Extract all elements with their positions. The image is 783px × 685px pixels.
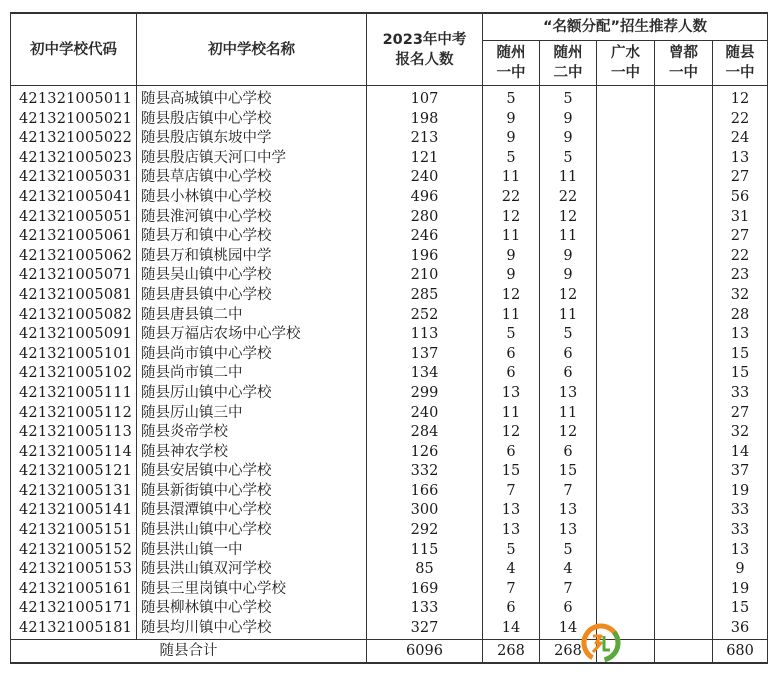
quota-suizhou-1: 22 xyxy=(483,188,540,208)
quota-guangshui-1 xyxy=(597,149,655,169)
school-name: 随县万和镇桃园中学 xyxy=(137,247,367,267)
quota-suizhou-2: 9 xyxy=(540,247,597,267)
quota-suizhou-1: 11 xyxy=(483,306,540,326)
quota-guangshui-1 xyxy=(597,188,655,208)
school-name: 随县均川镇中心学校 xyxy=(137,619,367,639)
school-code: 421321005082 xyxy=(11,306,137,326)
school-code: 421321005101 xyxy=(11,345,137,365)
quota-zengdu-1 xyxy=(655,560,713,580)
table-row xyxy=(11,168,768,188)
quota-zengdu-1 xyxy=(655,482,713,502)
school-code: 421321005131 xyxy=(11,482,137,502)
applicant-count: 284 xyxy=(367,423,483,443)
applicant-count: 126 xyxy=(367,443,483,463)
school-name: 随县殷店镇中心学校 xyxy=(137,110,367,130)
school-code: 421321005102 xyxy=(11,364,137,384)
school-code: 421321005023 xyxy=(11,149,137,169)
school-code: 421321005031 xyxy=(11,168,137,188)
quota-suizhou-2: 4 xyxy=(540,560,597,580)
quota-suizhou-2: 22 xyxy=(540,188,597,208)
applicant-count: 327 xyxy=(367,619,483,639)
quota-suizhou-2: 6 xyxy=(540,443,597,463)
header-applicants xyxy=(367,13,483,86)
quota-suizhou-1: 5 xyxy=(483,149,540,169)
quota-suixian-1: 27 xyxy=(713,404,768,424)
quota-suizhou-1: 12 xyxy=(483,423,540,443)
quota-suizhou-1: 13 xyxy=(483,384,540,404)
watermark-logo-icon xyxy=(580,622,622,664)
header-applicants-text: 2023年中考报名人数 xyxy=(382,31,467,68)
school-code: 421321005061 xyxy=(11,227,137,247)
school-code: 421321005062 xyxy=(11,247,137,267)
quota-suixian-1: 13 xyxy=(713,325,768,345)
table-row xyxy=(11,149,768,169)
quota-suizhou-1: 11 xyxy=(483,404,540,424)
header-sub-text: 随县一中 xyxy=(725,45,755,81)
table-row xyxy=(11,247,768,267)
quota-zengdu-1 xyxy=(655,168,713,188)
school-name: 随县高城镇中心学校 xyxy=(137,86,367,110)
quota-suixian-1: 9 xyxy=(713,560,768,580)
quota-suixian-1: 33 xyxy=(713,501,768,521)
quota-guangshui-1 xyxy=(597,110,655,130)
quota-suizhou-1: 5 xyxy=(483,325,540,345)
quota-suizhou-2: 9 xyxy=(540,266,597,286)
school-name: 随县神农学校 xyxy=(137,443,367,463)
quota-zengdu-1 xyxy=(655,501,713,521)
table-row xyxy=(11,306,768,326)
school-code: 421321005152 xyxy=(11,541,137,561)
quota-zengdu-1 xyxy=(655,129,713,149)
quota-guangshui-1 xyxy=(597,599,655,619)
quota-zengdu-1 xyxy=(655,521,713,541)
total-zengdu-1 xyxy=(655,639,713,663)
applicant-count: 107 xyxy=(367,86,483,110)
header-quota-group: “名额分配”招生推荐人数 xyxy=(483,13,768,41)
school-name: 随县小林镇中心学校 xyxy=(137,188,367,208)
quota-zengdu-1 xyxy=(655,188,713,208)
quota-suixian-1: 15 xyxy=(713,345,768,365)
school-code: 421321005161 xyxy=(11,580,137,600)
quota-guangshui-1 xyxy=(597,286,655,306)
school-name: 随县洪山镇一中 xyxy=(137,541,367,561)
header-sub-suizhou-2 xyxy=(540,41,597,86)
quota-zengdu-1 xyxy=(655,404,713,424)
header-sub-text: 广水一中 xyxy=(611,45,640,81)
quota-suixian-1: 31 xyxy=(713,208,768,228)
table-row xyxy=(11,86,768,110)
school-code: 421321005081 xyxy=(11,286,137,306)
table-row xyxy=(11,208,768,228)
recommendation-table-container xyxy=(10,12,767,664)
quota-guangshui-1 xyxy=(597,443,655,463)
applicant-count: 113 xyxy=(367,325,483,345)
school-code: 421321005022 xyxy=(11,129,137,149)
school-code: 421321005121 xyxy=(11,462,137,482)
header-school-code: 初中学校代码 xyxy=(11,13,137,86)
quota-guangshui-1 xyxy=(597,129,655,149)
quota-zengdu-1 xyxy=(655,384,713,404)
quota-suizhou-1: 6 xyxy=(483,345,540,365)
table-row xyxy=(11,188,768,208)
school-name: 随县尚市镇二中 xyxy=(137,364,367,384)
quota-suizhou-1: 15 xyxy=(483,462,540,482)
quota-zengdu-1 xyxy=(655,306,713,326)
quota-zengdu-1 xyxy=(655,443,713,463)
quota-suizhou-1: 11 xyxy=(483,168,540,188)
header-sub-text: 随州一中 xyxy=(496,45,526,81)
quota-guangshui-1 xyxy=(597,364,655,384)
quota-guangshui-1 xyxy=(597,384,655,404)
school-name: 随县殷店镇天河口中学 xyxy=(137,149,367,169)
quota-guangshui-1 xyxy=(597,423,655,443)
total-label: 随县合计 xyxy=(11,639,367,663)
school-code: 421321005112 xyxy=(11,404,137,424)
quota-guangshui-1 xyxy=(597,227,655,247)
table-row xyxy=(11,129,768,149)
applicant-count: 121 xyxy=(367,149,483,169)
quota-suizhou-1: 9 xyxy=(483,110,540,130)
school-code: 421321005151 xyxy=(11,521,137,541)
quota-suixian-1: 36 xyxy=(713,619,768,639)
applicant-count: 246 xyxy=(367,227,483,247)
school-code: 421321005051 xyxy=(11,208,137,228)
applicant-count: 496 xyxy=(367,188,483,208)
header-school-name: 初中学校名称 xyxy=(137,13,367,86)
quota-suizhou-2: 13 xyxy=(540,501,597,521)
school-code: 421321005071 xyxy=(11,266,137,286)
header-sub-text: 曾都一中 xyxy=(669,45,698,81)
quota-zengdu-1 xyxy=(655,227,713,247)
table-header xyxy=(11,13,768,86)
quota-suizhou-2: 11 xyxy=(540,227,597,247)
table-row xyxy=(11,560,768,580)
quota-suizhou-2: 11 xyxy=(540,168,597,188)
quota-suizhou-2: 12 xyxy=(540,208,597,228)
applicant-count: 285 xyxy=(367,286,483,306)
quota-suizhou-2: 9 xyxy=(540,110,597,130)
quota-suizhou-1: 9 xyxy=(483,247,540,267)
school-code: 421321005021 xyxy=(11,110,137,130)
school-name: 随县殷店镇东坡中学 xyxy=(137,129,367,149)
applicant-count: 240 xyxy=(367,168,483,188)
table-row xyxy=(11,266,768,286)
quota-zengdu-1 xyxy=(655,149,713,169)
applicant-count: 169 xyxy=(367,580,483,600)
table-footer xyxy=(11,639,768,663)
quota-suizhou-2: 5 xyxy=(540,86,597,110)
applicant-count: 133 xyxy=(367,599,483,619)
table-row xyxy=(11,482,768,502)
table-row xyxy=(11,345,768,365)
table-row xyxy=(11,364,768,384)
applicant-count: 280 xyxy=(367,208,483,228)
quota-suizhou-2: 13 xyxy=(540,521,597,541)
school-code: 421321005111 xyxy=(11,384,137,404)
applicant-count: 115 xyxy=(367,541,483,561)
quota-suixian-1: 23 xyxy=(713,266,768,286)
quota-guangshui-1 xyxy=(597,541,655,561)
school-code: 421321005113 xyxy=(11,423,137,443)
total-suizhou-2: 268 xyxy=(540,639,597,663)
quota-suizhou-1: 6 xyxy=(483,443,540,463)
quota-suixian-1: 28 xyxy=(713,306,768,326)
header-sub-zengdu-1 xyxy=(655,41,713,86)
school-code: 421321005011 xyxy=(11,86,137,110)
quota-suixian-1: 22 xyxy=(713,247,768,267)
quota-suizhou-1: 13 xyxy=(483,521,540,541)
total-count: 6096 xyxy=(367,639,483,663)
school-name: 随县澴潭镇中心学校 xyxy=(137,501,367,521)
quota-suixian-1: 27 xyxy=(713,168,768,188)
quota-suixian-1: 32 xyxy=(713,423,768,443)
quota-guangshui-1 xyxy=(597,306,655,326)
quota-suizhou-1: 5 xyxy=(483,541,540,561)
quota-suizhou-1: 7 xyxy=(483,482,540,502)
school-code: 421321005153 xyxy=(11,560,137,580)
quota-suizhou-2: 5 xyxy=(540,325,597,345)
quota-suixian-1: 22 xyxy=(713,110,768,130)
header-sub-guangshui-1 xyxy=(597,41,655,86)
quota-guangshui-1 xyxy=(597,266,655,286)
quota-zengdu-1 xyxy=(655,208,713,228)
quota-guangshui-1 xyxy=(597,345,655,365)
applicant-count: 300 xyxy=(367,501,483,521)
quota-suizhou-1: 7 xyxy=(483,580,540,600)
quota-guangshui-1 xyxy=(597,482,655,502)
applicant-count: 299 xyxy=(367,384,483,404)
table-row xyxy=(11,423,768,443)
school-code: 421321005041 xyxy=(11,188,137,208)
table-row xyxy=(11,227,768,247)
applicant-count: 292 xyxy=(367,521,483,541)
quota-guangshui-1 xyxy=(597,404,655,424)
header-sub-text: 随州二中 xyxy=(553,45,583,81)
quota-guangshui-1 xyxy=(597,560,655,580)
quota-suixian-1: 33 xyxy=(713,521,768,541)
applicant-count: 252 xyxy=(367,306,483,326)
quota-zengdu-1 xyxy=(655,110,713,130)
quota-guangshui-1 xyxy=(597,521,655,541)
quota-suizhou-2: 13 xyxy=(540,384,597,404)
quota-guangshui-1 xyxy=(597,208,655,228)
school-code: 421321005141 xyxy=(11,501,137,521)
school-name: 随县尚市镇中心学校 xyxy=(137,345,367,365)
quota-guangshui-1 xyxy=(597,501,655,521)
total-row xyxy=(11,639,768,663)
school-name: 随县洪山镇双河学校 xyxy=(137,560,367,580)
school-code: 421321005171 xyxy=(11,599,137,619)
quota-zengdu-1 xyxy=(655,580,713,600)
quota-suixian-1: 32 xyxy=(713,286,768,306)
quota-suizhou-2: 6 xyxy=(540,345,597,365)
school-name: 随县草店镇中心学校 xyxy=(137,168,367,188)
total-suizhou-1: 268 xyxy=(483,639,540,663)
quota-suizhou-1: 9 xyxy=(483,266,540,286)
school-name: 随县唐县镇中心学校 xyxy=(137,286,367,306)
applicant-count: 137 xyxy=(367,345,483,365)
school-code: 421321005114 xyxy=(11,443,137,463)
quota-guangshui-1 xyxy=(597,325,655,345)
table-row xyxy=(11,599,768,619)
quota-suixian-1: 33 xyxy=(713,384,768,404)
table-row xyxy=(11,580,768,600)
header-sub-suizhou-1 xyxy=(483,41,540,86)
table-row xyxy=(11,541,768,561)
table-row xyxy=(11,110,768,130)
applicant-count: 240 xyxy=(367,404,483,424)
recommendation-table xyxy=(10,12,768,664)
quota-suizhou-1: 9 xyxy=(483,129,540,149)
quota-suizhou-2: 12 xyxy=(540,423,597,443)
quota-suizhou-1: 12 xyxy=(483,208,540,228)
quota-suixian-1: 12 xyxy=(713,86,768,110)
table-row xyxy=(11,619,768,639)
school-name: 随县淮河镇中心学校 xyxy=(137,208,367,228)
quota-guangshui-1 xyxy=(597,462,655,482)
quota-suizhou-2: 15 xyxy=(540,462,597,482)
applicant-count: 196 xyxy=(367,247,483,267)
quota-suizhou-2: 9 xyxy=(540,129,597,149)
quota-guangshui-1 xyxy=(597,247,655,267)
quota-suizhou-1: 14 xyxy=(483,619,540,639)
quota-zengdu-1 xyxy=(655,423,713,443)
school-name: 随县厉山镇中心学校 xyxy=(137,384,367,404)
school-name: 随县吴山镇中心学校 xyxy=(137,266,367,286)
school-name: 随县新街镇中心学校 xyxy=(137,482,367,502)
quota-suixian-1: 14 xyxy=(713,443,768,463)
table-row xyxy=(11,286,768,306)
school-name: 随县唐县镇二中 xyxy=(137,306,367,326)
quota-zengdu-1 xyxy=(655,286,713,306)
quota-zengdu-1 xyxy=(655,247,713,267)
quota-suizhou-2: 11 xyxy=(540,404,597,424)
school-name: 随县柳林镇中心学校 xyxy=(137,599,367,619)
quota-zengdu-1 xyxy=(655,86,713,110)
table-row xyxy=(11,462,768,482)
table-row xyxy=(11,521,768,541)
table-body xyxy=(11,86,768,640)
school-name: 随县三里岗镇中心学校 xyxy=(137,580,367,600)
quota-suizhou-2: 6 xyxy=(540,364,597,384)
table-row xyxy=(11,404,768,424)
applicant-count: 166 xyxy=(367,482,483,502)
quota-suixian-1: 15 xyxy=(713,364,768,384)
quota-suizhou-2: 5 xyxy=(540,149,597,169)
quota-suizhou-1: 6 xyxy=(483,599,540,619)
quota-zengdu-1 xyxy=(655,364,713,384)
applicant-count: 85 xyxy=(367,560,483,580)
quota-suixian-1: 15 xyxy=(713,599,768,619)
school-name: 随县厉山镇三中 xyxy=(137,404,367,424)
table-row xyxy=(11,443,768,463)
quota-suixian-1: 19 xyxy=(713,580,768,600)
school-name: 随县炎帝学校 xyxy=(137,423,367,443)
quota-suizhou-2: 5 xyxy=(540,541,597,561)
quota-suizhou-2: 12 xyxy=(540,286,597,306)
applicant-count: 198 xyxy=(367,110,483,130)
quota-zengdu-1 xyxy=(655,541,713,561)
header-sub-suixian-1 xyxy=(713,41,768,86)
quota-suixian-1: 19 xyxy=(713,482,768,502)
quota-suizhou-2: 11 xyxy=(540,306,597,326)
quota-suixian-1: 13 xyxy=(713,149,768,169)
school-code: 421321005181 xyxy=(11,619,137,639)
school-name: 随县洪山镇中心学校 xyxy=(137,521,367,541)
quota-suizhou-1: 11 xyxy=(483,227,540,247)
applicant-count: 134 xyxy=(367,364,483,384)
quota-suixian-1: 13 xyxy=(713,541,768,561)
quota-zengdu-1 xyxy=(655,325,713,345)
quota-zengdu-1 xyxy=(655,266,713,286)
quota-zengdu-1 xyxy=(655,619,713,639)
quota-suixian-1: 24 xyxy=(713,129,768,149)
quota-suizhou-2: 6 xyxy=(540,599,597,619)
total-suixian-1: 680 xyxy=(713,639,768,663)
quota-suizhou-1: 12 xyxy=(483,286,540,306)
table-row xyxy=(11,325,768,345)
applicant-count: 210 xyxy=(367,266,483,286)
quota-zengdu-1 xyxy=(655,599,713,619)
applicant-count: 213 xyxy=(367,129,483,149)
quota-guangshui-1 xyxy=(597,168,655,188)
applicant-count: 332 xyxy=(367,462,483,482)
school-name: 随县万福店农场中心学校 xyxy=(137,325,367,345)
quota-suizhou-1: 13 xyxy=(483,501,540,521)
quota-suixian-1: 27 xyxy=(713,227,768,247)
quota-guangshui-1 xyxy=(597,86,655,110)
quota-suizhou-2: 7 xyxy=(540,482,597,502)
quota-guangshui-1 xyxy=(597,580,655,600)
quota-zengdu-1 xyxy=(655,345,713,365)
quota-suizhou-1: 5 xyxy=(483,86,540,110)
quota-suizhou-2: 7 xyxy=(540,580,597,600)
quota-suizhou-1: 4 xyxy=(483,560,540,580)
quota-zengdu-1 xyxy=(655,462,713,482)
quota-suizhou-1: 6 xyxy=(483,364,540,384)
school-name: 随县万和镇中心学校 xyxy=(137,227,367,247)
school-name: 随县安居镇中心学校 xyxy=(137,462,367,482)
quota-suizhou-2: 14 xyxy=(540,619,597,639)
quota-suixian-1: 37 xyxy=(713,462,768,482)
table-row xyxy=(11,384,768,404)
table-row xyxy=(11,501,768,521)
quota-suixian-1: 56 xyxy=(713,188,768,208)
school-code: 421321005091 xyxy=(11,325,137,345)
